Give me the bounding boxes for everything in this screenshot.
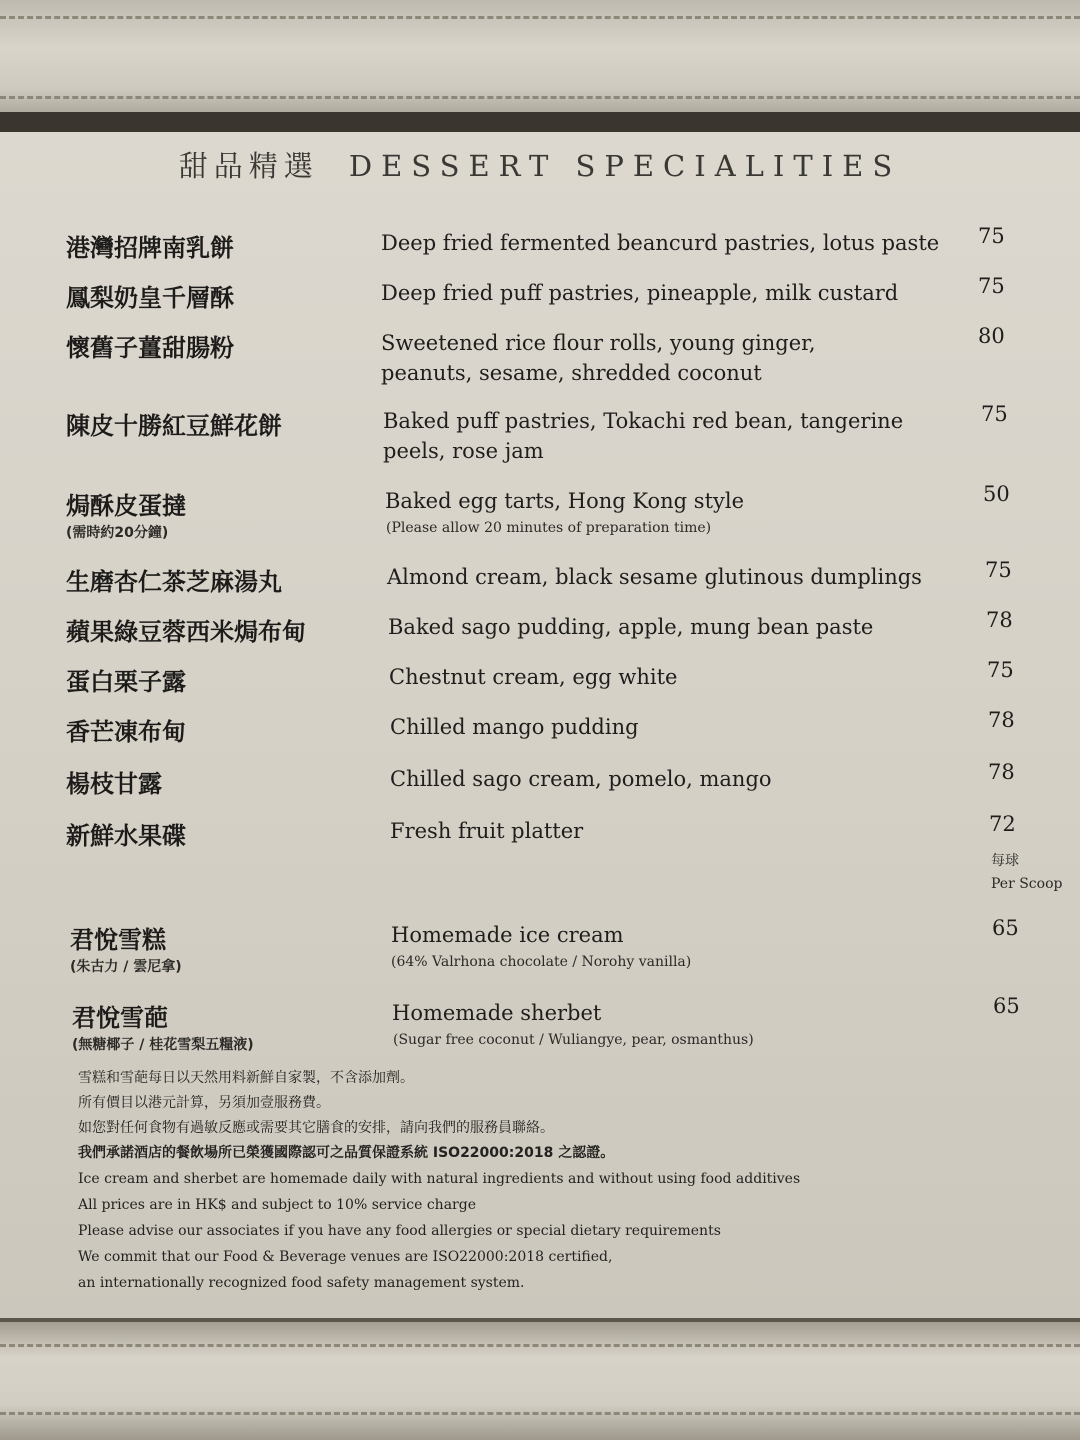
item-note-chinese: (朱古力 / 雲尼拿)	[70, 959, 182, 975]
item-name-chinese: 新鮮水果碟	[66, 822, 186, 850]
item-name-chinese: 楊枝甘露	[66, 770, 162, 798]
note-chinese: 所有價目以港元計算，另須加壹服務費。	[78, 1095, 330, 1111]
note-english: All prices are in HK$ and subject to 10% service charge	[78, 1197, 476, 1213]
item-price: 75	[981, 402, 1008, 426]
note-chinese: 如您對任何食物有過敏反應或需要其它膳食的安排，請向我們的服務員聯絡。	[78, 1120, 554, 1136]
note-chinese: 我們承諾酒店的餐飲場所已榮獲國際認可之品質保證系統 ISO22000:2018 之認證。	[78, 1145, 615, 1161]
note-chinese: 雪糕和雪葩每日以天然用料新鮮自家製，不含添加劑。	[78, 1070, 414, 1086]
stitching	[0, 16, 1080, 19]
note-english: an internationally recognized food safety management system.	[78, 1275, 525, 1291]
item-description: Chilled mango pudding	[390, 715, 639, 739]
per-scoop-chinese: 每球	[991, 853, 1019, 869]
item-price: 75	[985, 558, 1012, 582]
item-name-chinese: 生磨杏仁茶芝麻湯丸	[66, 568, 282, 596]
item-description: Homemade sherbet	[392, 1001, 602, 1025]
item-description: Deep fried fermented beancurd pastries, lotus paste	[381, 231, 940, 255]
item-description: Sweetened rice flour rolls, young ginger, peanuts, sesame, shredded coconut	[381, 331, 816, 385]
item-note-chinese: (無糖椰子 / 桂花雪梨五糧液)	[72, 1037, 254, 1053]
per-scoop-label	[991, 850, 1062, 896]
note-english: Ice cream and sherbet are homemade daily with natural ingredients and without using food additives	[78, 1171, 801, 1187]
item-description: Chestnut cream, egg white	[389, 665, 678, 689]
per-scoop-english: Per Scoop	[991, 876, 1063, 892]
item-description: Baked puff pastries, Tokachi red bean, tangerine peels, rose jam	[383, 409, 904, 463]
item-price: 78	[986, 608, 1013, 632]
item-name-chinese: 香芒凍布甸	[66, 718, 186, 746]
item-description: Chilled sago cream, pomelo, mango	[390, 767, 772, 791]
item-price: 78	[988, 708, 1015, 732]
item-description: Almond cream, black sesame glutinous dumplings	[387, 565, 922, 589]
item-description: Fresh fruit platter	[390, 819, 584, 843]
binder-gap	[0, 112, 1080, 132]
binder-bottom-edge	[0, 1322, 1080, 1440]
item-price: 72	[989, 812, 1016, 836]
note-english: We commit that our Food & Beverage venues are ISO22000:2018 certified,	[78, 1249, 613, 1265]
item-name-chinese: 懷舊子薑甜腸粉	[66, 334, 234, 362]
item-description: Homemade ice cream	[391, 923, 624, 947]
item-note-english: (Sugar free coconut / Wuliangye, pear, osmanthus)	[393, 1032, 754, 1048]
item-name-chinese: 陳皮十勝紅豆鮮花餅	[66, 412, 282, 440]
title-chinese: 甜品精選	[178, 149, 319, 183]
item-note-english: (64% Valrhona chocolate / Norohy vanilla)	[391, 954, 692, 970]
item-description: Baked egg tarts, Hong Kong style	[385, 489, 745, 513]
stitching	[0, 96, 1080, 99]
item-name-chinese: 蛋白栗子露	[66, 668, 186, 696]
item-name-chinese: 港灣招牌南乳餅	[66, 234, 234, 262]
menu-page	[0, 132, 1080, 1318]
title-english: DESSERT SPECIALITIES	[348, 149, 902, 183]
item-price: 65	[992, 916, 1019, 940]
item-price: 75	[987, 658, 1014, 682]
binder-top-edge	[0, 0, 1080, 118]
footer-notes	[78, 1066, 838, 1296]
item-name-chinese: 君悅雪葩	[72, 1004, 168, 1032]
item-name-chinese: 焗酥皮蛋撻	[66, 492, 186, 520]
item-price: 80	[978, 324, 1005, 348]
item-note-chinese: (需時約20分鐘)	[66, 525, 169, 541]
page-title	[0, 144, 1080, 185]
stitching	[0, 1412, 1080, 1415]
item-price: 65	[993, 994, 1020, 1018]
item-name-chinese: 鳳梨奶皇千層酥	[66, 284, 234, 312]
item-price: 75	[978, 274, 1005, 298]
item-description: Baked sago pudding, apple, mung bean paste	[388, 615, 874, 639]
item-price: 78	[988, 760, 1015, 784]
stitching	[0, 1344, 1080, 1347]
item-name-chinese: 君悅雪糕	[70, 926, 166, 954]
item-name-chinese: 蘋果綠豆蓉西米焗布甸	[66, 618, 306, 646]
item-note-english: (Please allow 20 minutes of preparation time)	[386, 520, 712, 536]
item-price: 75	[978, 224, 1005, 248]
note-english: Please advise our associates if you have any food allergies or special dietary requirements	[78, 1223, 721, 1239]
item-price: 50	[983, 482, 1010, 506]
item-description: Deep fried puff pastries, pineapple, milk custard	[381, 281, 899, 305]
